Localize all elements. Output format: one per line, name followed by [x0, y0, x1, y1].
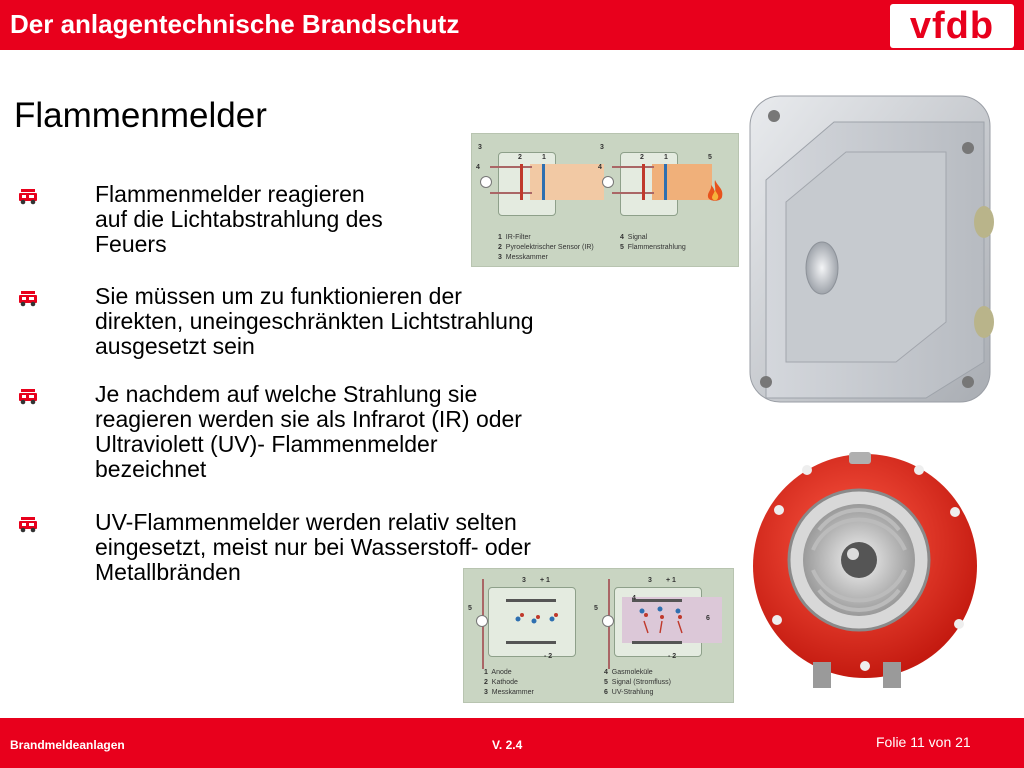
- bullet-text: [95, 284, 534, 359]
- diagram-number: - 2: [668, 653, 677, 660]
- ir-flame-detector-photo: [746, 92, 994, 410]
- anode-bar: [632, 599, 682, 602]
- diagram-number: 4: [632, 595, 636, 602]
- footer-bar: [0, 718, 1024, 768]
- diagram-number: 3: [648, 577, 652, 584]
- diagram-number: 3: [522, 577, 526, 584]
- logo-text: vfdb: [909, 5, 995, 47]
- bullet-line: Je nachdem auf welche Strahlung sie: [95, 381, 478, 407]
- bullet-line: auf die Lichtabstrahlung des: [95, 206, 383, 232]
- ir-flame-detector-diagram: [471, 133, 739, 267]
- bullet-line: direkten, uneingeschränkten Lichtstrahlung: [95, 308, 534, 334]
- signal-meter-icon: [602, 176, 614, 188]
- bullet-line: Ultraviolett (UV)- Flammenmelder: [95, 431, 438, 457]
- filter-bar: [542, 164, 545, 200]
- uv-flame-detector-diagram: [463, 568, 734, 703]
- fire-truck-icon: [18, 187, 38, 205]
- legend-item: 2 Kathode: [484, 679, 518, 686]
- vfdb-logo: [890, 4, 1014, 48]
- diagram-number: 1: [664, 154, 668, 161]
- bullet-line: ausgesetzt sein: [95, 333, 255, 359]
- legend-item: 5 Signal (Stromfluss): [604, 679, 671, 686]
- flame-icon: [702, 178, 728, 204]
- gas-molecules-icon: [634, 603, 690, 637]
- diagram-number: + 1: [540, 577, 550, 584]
- bullet-line: bezeichnet: [95, 456, 207, 482]
- bullet-text: [95, 382, 522, 482]
- fire-truck-icon: [18, 387, 38, 405]
- diagram-number: + 1: [666, 577, 676, 584]
- diagram-number: 6: [706, 615, 710, 622]
- gas-molecules-icon: [512, 607, 562, 631]
- signal-meter-icon: [480, 176, 492, 188]
- signal-line: [612, 192, 654, 194]
- footer-version: V. 2.4: [492, 738, 523, 752]
- footer-page-number: Folie 11 von 21: [876, 734, 971, 750]
- bullet-line: UV-Flammenmelder werden relativ selten: [95, 509, 517, 535]
- bullet-line: Feuers: [95, 231, 167, 257]
- legend-item: 1 Anode: [484, 669, 512, 676]
- legend-item: 4 Signal: [620, 234, 648, 241]
- diagram-number: 1: [542, 154, 546, 161]
- legend-item: 5 Flammenstrahlung: [620, 244, 686, 251]
- sensor-bar: [642, 164, 645, 200]
- header-bar: [0, 0, 1024, 50]
- fire-truck-icon: [18, 289, 38, 307]
- bullet-line: Sie müssen um zu funktionieren der: [95, 283, 462, 309]
- diagram-number: - 2: [544, 653, 553, 660]
- diagram-number: 2: [640, 154, 644, 161]
- anode-bar: [506, 599, 556, 602]
- legend-item: 4 Gasmoleküle: [604, 669, 653, 676]
- diagram-number: 5: [708, 154, 712, 161]
- diagram-number: 5: [594, 605, 598, 612]
- bullet-text: [95, 182, 383, 257]
- signal-line: [490, 192, 532, 194]
- cathode-bar: [506, 641, 556, 644]
- legend-item: 3 Messkammer: [498, 254, 548, 261]
- slide-title: Flammenmelder: [14, 96, 267, 135]
- diagram-number: 4: [476, 164, 480, 171]
- filter-bar: [664, 164, 667, 200]
- footer-course-title: Brandmeldeanlagen: [10, 738, 125, 752]
- diagram-number: 3: [478, 144, 482, 151]
- bullet-line: Metallbränden: [95, 559, 241, 585]
- signal-line: [490, 166, 532, 168]
- signal-meter-icon: [602, 615, 614, 627]
- diagram-number: 3: [600, 144, 604, 151]
- fire-truck-icon: [18, 515, 38, 533]
- legend-item: 3 Messkammer: [484, 689, 534, 696]
- sensor-bar: [520, 164, 523, 200]
- bullet-line: Flammenmelder reagieren: [95, 181, 365, 207]
- bullet-line: eingesetzt, meist nur bei Wasserstoff- oder: [95, 534, 531, 560]
- legend-item: 2 Pyroelektrischer Sensor (IR): [498, 244, 594, 251]
- diagram-number: 5: [468, 605, 472, 612]
- cathode-bar: [632, 641, 682, 644]
- header-title: Der anlagentechnische Brandschutz: [10, 9, 460, 39]
- signal-line: [612, 166, 654, 168]
- legend-item: 6 UV-Strahlung: [604, 689, 654, 696]
- diagram-number: 4: [598, 164, 602, 171]
- signal-meter-icon: [476, 615, 488, 627]
- bullet-line: reagieren werden sie als Infrarot (IR) oder: [95, 406, 522, 432]
- uv-flame-detector-photo: [749, 440, 989, 712]
- legend-item: 1 IR-Filter: [498, 234, 531, 241]
- diagram-number: 2: [518, 154, 522, 161]
